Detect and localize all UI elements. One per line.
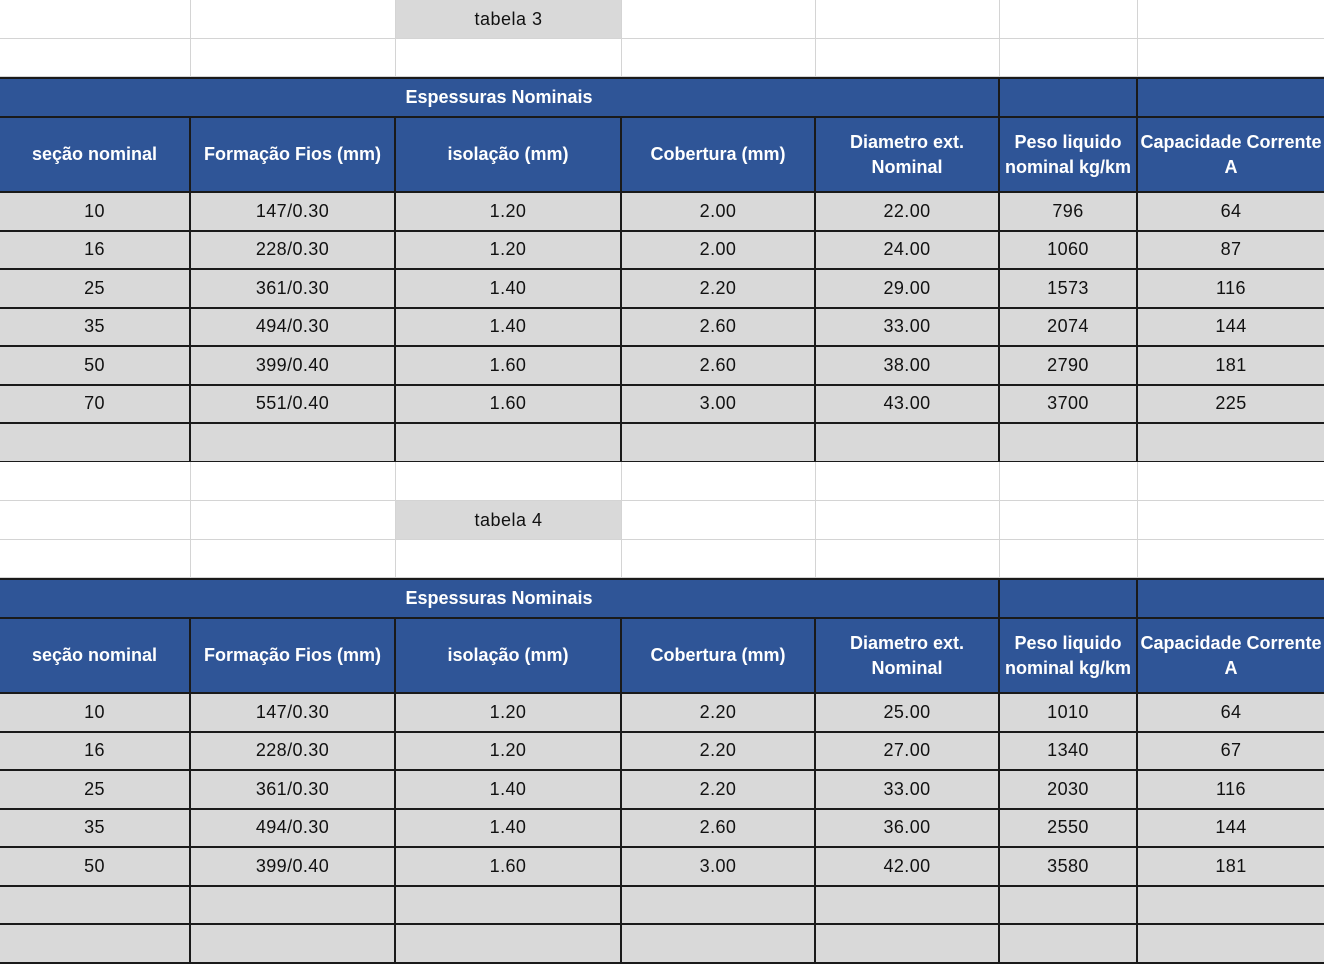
table-cell[interactable]: 22.00 <box>816 193 1000 232</box>
table-cell[interactable]: 29.00 <box>816 270 1000 309</box>
table-cell[interactable]: 2.60 <box>622 347 816 386</box>
table-cell[interactable] <box>191 424 396 463</box>
table-row <box>0 193 1324 232</box>
table-cell[interactable]: 181 <box>1138 848 1324 887</box>
column-header[interactable]: Cobertura (mm) <box>622 118 816 193</box>
grid-cell[interactable] <box>816 0 1000 39</box>
grid-cell[interactable] <box>816 462 1000 501</box>
table-cell[interactable]: 70 <box>0 386 191 425</box>
table-cell[interactable]: 1573 <box>1000 270 1138 309</box>
grid-cell[interactable] <box>191 540 396 578</box>
grid-cell[interactable] <box>0 0 191 39</box>
table-cell[interactable]: 147/0.30 <box>191 193 396 232</box>
table-cell[interactable]: 10 <box>0 193 191 232</box>
table-cell[interactable]: 2790 <box>1000 347 1138 386</box>
table-cell[interactable] <box>396 887 622 926</box>
sheet-row <box>0 462 1324 501</box>
table-cell[interactable]: 181 <box>1138 347 1324 386</box>
table-cell[interactable]: 2.60 <box>622 810 816 849</box>
header-cell[interactable] <box>1000 79 1138 116</box>
table-cell[interactable]: 24.00 <box>816 232 1000 271</box>
header-cell[interactable] <box>1138 79 1324 116</box>
table-row <box>0 925 1324 964</box>
table-row <box>0 771 1324 810</box>
table-cell[interactable]: 3.00 <box>622 848 816 887</box>
table-row <box>0 347 1324 386</box>
table-cell[interactable]: 64 <box>1138 694 1324 733</box>
grid-cell[interactable] <box>1138 540 1324 578</box>
table-cell[interactable]: 16 <box>0 232 191 271</box>
table-cell[interactable]: 2.60 <box>622 309 816 348</box>
table-cell[interactable] <box>191 887 396 926</box>
grid-cell[interactable] <box>191 462 396 501</box>
table-cell[interactable]: 361/0.30 <box>191 270 396 309</box>
table-cell[interactable]: 399/0.40 <box>191 848 396 887</box>
grid-cell[interactable] <box>0 39 191 77</box>
table-cell[interactable]: 147/0.30 <box>191 694 396 733</box>
column-header[interactable]: Formação Fios (mm) <box>191 619 396 694</box>
table-row <box>0 424 1324 463</box>
grid-cell[interactable] <box>1000 501 1138 540</box>
table-cell[interactable]: 1340 <box>1000 733 1138 772</box>
table-cell[interactable] <box>622 925 816 964</box>
grid-cell[interactable] <box>622 501 816 540</box>
column-header[interactable]: Peso liquido nominal kg/km <box>1000 118 1138 193</box>
group-header-row <box>0 77 1324 116</box>
sheet-row <box>0 501 1324 540</box>
grid-cell[interactable] <box>1000 462 1138 501</box>
grid-cell[interactable] <box>396 462 622 501</box>
table-cell[interactable]: 144 <box>1138 309 1324 348</box>
grid-cell[interactable] <box>191 39 396 77</box>
table-cell[interactable] <box>191 925 396 964</box>
column-header[interactable]: isolação (mm) <box>396 118 622 193</box>
grid-cell[interactable] <box>0 540 191 578</box>
table-cell[interactable]: 38.00 <box>816 347 1000 386</box>
column-header[interactable]: Diametro ext. Nominal <box>816 619 1000 694</box>
table-cell[interactable]: 25 <box>0 771 191 810</box>
grid-cell[interactable] <box>816 501 1000 540</box>
column-header[interactable]: Peso liquido nominal kg/km <box>1000 619 1138 694</box>
table-cell[interactable]: 3580 <box>1000 848 1138 887</box>
table-cell[interactable]: 2.20 <box>622 733 816 772</box>
grid-cell[interactable] <box>622 39 816 77</box>
table-cell[interactable] <box>1138 424 1324 463</box>
table-row <box>0 810 1324 849</box>
grid-cell[interactable] <box>1138 501 1324 540</box>
grid-cell[interactable] <box>396 39 622 77</box>
table-cell[interactable]: 35 <box>0 309 191 348</box>
table-cell[interactable] <box>1138 925 1324 964</box>
table-cell[interactable]: 1.20 <box>396 193 622 232</box>
table-cell[interactable]: 33.00 <box>816 771 1000 810</box>
table-cell[interactable]: 116 <box>1138 771 1324 810</box>
table-cell[interactable]: 2550 <box>1000 810 1138 849</box>
grid-cell[interactable] <box>1000 0 1138 39</box>
table-cell[interactable] <box>396 925 622 964</box>
table-cell[interactable]: 25 <box>0 270 191 309</box>
table-cell[interactable]: 1.60 <box>396 848 622 887</box>
column-header[interactable]: Capacidade Corrente A <box>1138 118 1324 193</box>
table-row <box>0 848 1324 887</box>
header-cell[interactable] <box>1138 580 1324 617</box>
table-label[interactable]: tabela 3 <box>396 0 622 39</box>
table-cell[interactable]: 42.00 <box>816 848 1000 887</box>
table-cell[interactable] <box>1000 925 1138 964</box>
grid-cell[interactable] <box>816 540 1000 578</box>
table-cell[interactable]: 494/0.30 <box>191 810 396 849</box>
table-cell[interactable]: 50 <box>0 347 191 386</box>
table-cell[interactable]: 33.00 <box>816 309 1000 348</box>
column-header[interactable]: isolação (mm) <box>396 619 622 694</box>
table-cell[interactable]: 2.20 <box>622 694 816 733</box>
column-header[interactable]: Cobertura (mm) <box>622 619 816 694</box>
table-cell[interactable]: 27.00 <box>816 733 1000 772</box>
table-cell[interactable]: 1.60 <box>396 386 622 425</box>
column-header[interactable]: seção nominal <box>0 619 191 694</box>
table-cell[interactable] <box>1000 887 1138 926</box>
table-cell[interactable]: 36.00 <box>816 810 1000 849</box>
table-cell[interactable]: 1060 <box>1000 232 1138 271</box>
grid-cell[interactable] <box>622 540 816 578</box>
table-row <box>0 887 1324 926</box>
column-header-row <box>0 116 1324 193</box>
table-cell[interactable]: 3700 <box>1000 386 1138 425</box>
table-cell[interactable]: 2030 <box>1000 771 1138 810</box>
table-cell[interactable] <box>816 424 1000 463</box>
table-cell[interactable]: 116 <box>1138 270 1324 309</box>
table-row <box>0 694 1324 733</box>
sheet-row <box>0 0 1324 39</box>
table-cell[interactable]: 1.40 <box>396 771 622 810</box>
grid-cell[interactable] <box>191 501 396 540</box>
column-header[interactable]: seção nominal <box>0 118 191 193</box>
group-header[interactable]: Espessuras Nominais <box>0 580 1000 617</box>
table-cell[interactable]: 1.20 <box>396 694 622 733</box>
table-row <box>0 232 1324 271</box>
table-cell[interactable]: 1.40 <box>396 810 622 849</box>
table-cell[interactable]: 43.00 <box>816 386 1000 425</box>
table-row <box>0 386 1324 425</box>
grid-cell[interactable] <box>1138 39 1324 77</box>
table-cell[interactable] <box>816 925 1000 964</box>
grid-cell[interactable] <box>816 39 1000 77</box>
table-cell[interactable] <box>1138 887 1324 926</box>
table-cell[interactable] <box>0 925 191 964</box>
table-cell[interactable]: 399/0.40 <box>191 347 396 386</box>
group-header-row <box>0 578 1324 617</box>
table-cell[interactable]: 2.00 <box>622 232 816 271</box>
grid-cell[interactable] <box>396 540 622 578</box>
table-cell[interactable]: 551/0.40 <box>191 386 396 425</box>
table-cell[interactable]: 67 <box>1138 733 1324 772</box>
column-header[interactable]: Capacidade Corrente A <box>1138 619 1324 694</box>
table-cell[interactable]: 1010 <box>1000 694 1138 733</box>
table-row <box>0 309 1324 348</box>
grid-cell[interactable] <box>191 0 396 39</box>
table-row <box>0 733 1324 772</box>
grid-cell[interactable] <box>622 0 816 39</box>
table-cell[interactable]: 1.40 <box>396 270 622 309</box>
grid-cell[interactable] <box>1000 39 1138 77</box>
column-header-row <box>0 617 1324 694</box>
table-cell[interactable] <box>1000 424 1138 463</box>
table-cell[interactable]: 1.20 <box>396 232 622 271</box>
grid-cell[interactable] <box>622 462 816 501</box>
grid-cell[interactable] <box>1138 0 1324 39</box>
table-cell[interactable]: 494/0.30 <box>191 309 396 348</box>
table-cell[interactable]: 1.40 <box>396 309 622 348</box>
table-cell[interactable]: 10 <box>0 694 191 733</box>
table-cell[interactable] <box>0 887 191 926</box>
table-cell[interactable]: 64 <box>1138 193 1324 232</box>
column-header[interactable]: Formação Fios (mm) <box>191 118 396 193</box>
table-row <box>0 270 1324 309</box>
table-cell[interactable]: 25.00 <box>816 694 1000 733</box>
table-cell[interactable]: 16 <box>0 733 191 772</box>
table-cell[interactable]: 796 <box>1000 193 1138 232</box>
table-cell[interactable]: 2.20 <box>622 270 816 309</box>
sheet-row <box>0 540 1324 578</box>
table-cell[interactable]: 1.20 <box>396 733 622 772</box>
grid-cell[interactable] <box>0 501 191 540</box>
table-cell[interactable]: 87 <box>1138 232 1324 271</box>
grid-cell[interactable] <box>1000 540 1138 578</box>
table-cell[interactable]: 228/0.30 <box>191 733 396 772</box>
table-cell[interactable] <box>0 424 191 463</box>
table-cell[interactable] <box>622 887 816 926</box>
grid-cell[interactable] <box>0 462 191 501</box>
header-cell[interactable] <box>1000 580 1138 617</box>
table-cell[interactable]: 144 <box>1138 810 1324 849</box>
table-cell[interactable]: 361/0.30 <box>191 771 396 810</box>
table-label[interactable]: tabela 4 <box>396 501 622 540</box>
table-cell[interactable]: 228/0.30 <box>191 232 396 271</box>
group-header[interactable]: Espessuras Nominais <box>0 79 1000 116</box>
table-cell[interactable]: 2074 <box>1000 309 1138 348</box>
table-cell[interactable]: 1.60 <box>396 347 622 386</box>
grid-cell[interactable] <box>1138 462 1324 501</box>
table-cell[interactable] <box>396 424 622 463</box>
table-cell[interactable]: 3.00 <box>622 386 816 425</box>
table-cell[interactable]: 35 <box>0 810 191 849</box>
table-cell[interactable]: 2.00 <box>622 193 816 232</box>
table-cell[interactable]: 2.20 <box>622 771 816 810</box>
sheet-row <box>0 39 1324 77</box>
table-cell[interactable] <box>816 887 1000 926</box>
table-cell[interactable]: 225 <box>1138 386 1324 425</box>
table-cell[interactable] <box>622 424 816 463</box>
table-cell[interactable]: 50 <box>0 848 191 887</box>
column-header[interactable]: Diametro ext. Nominal <box>816 118 1000 193</box>
